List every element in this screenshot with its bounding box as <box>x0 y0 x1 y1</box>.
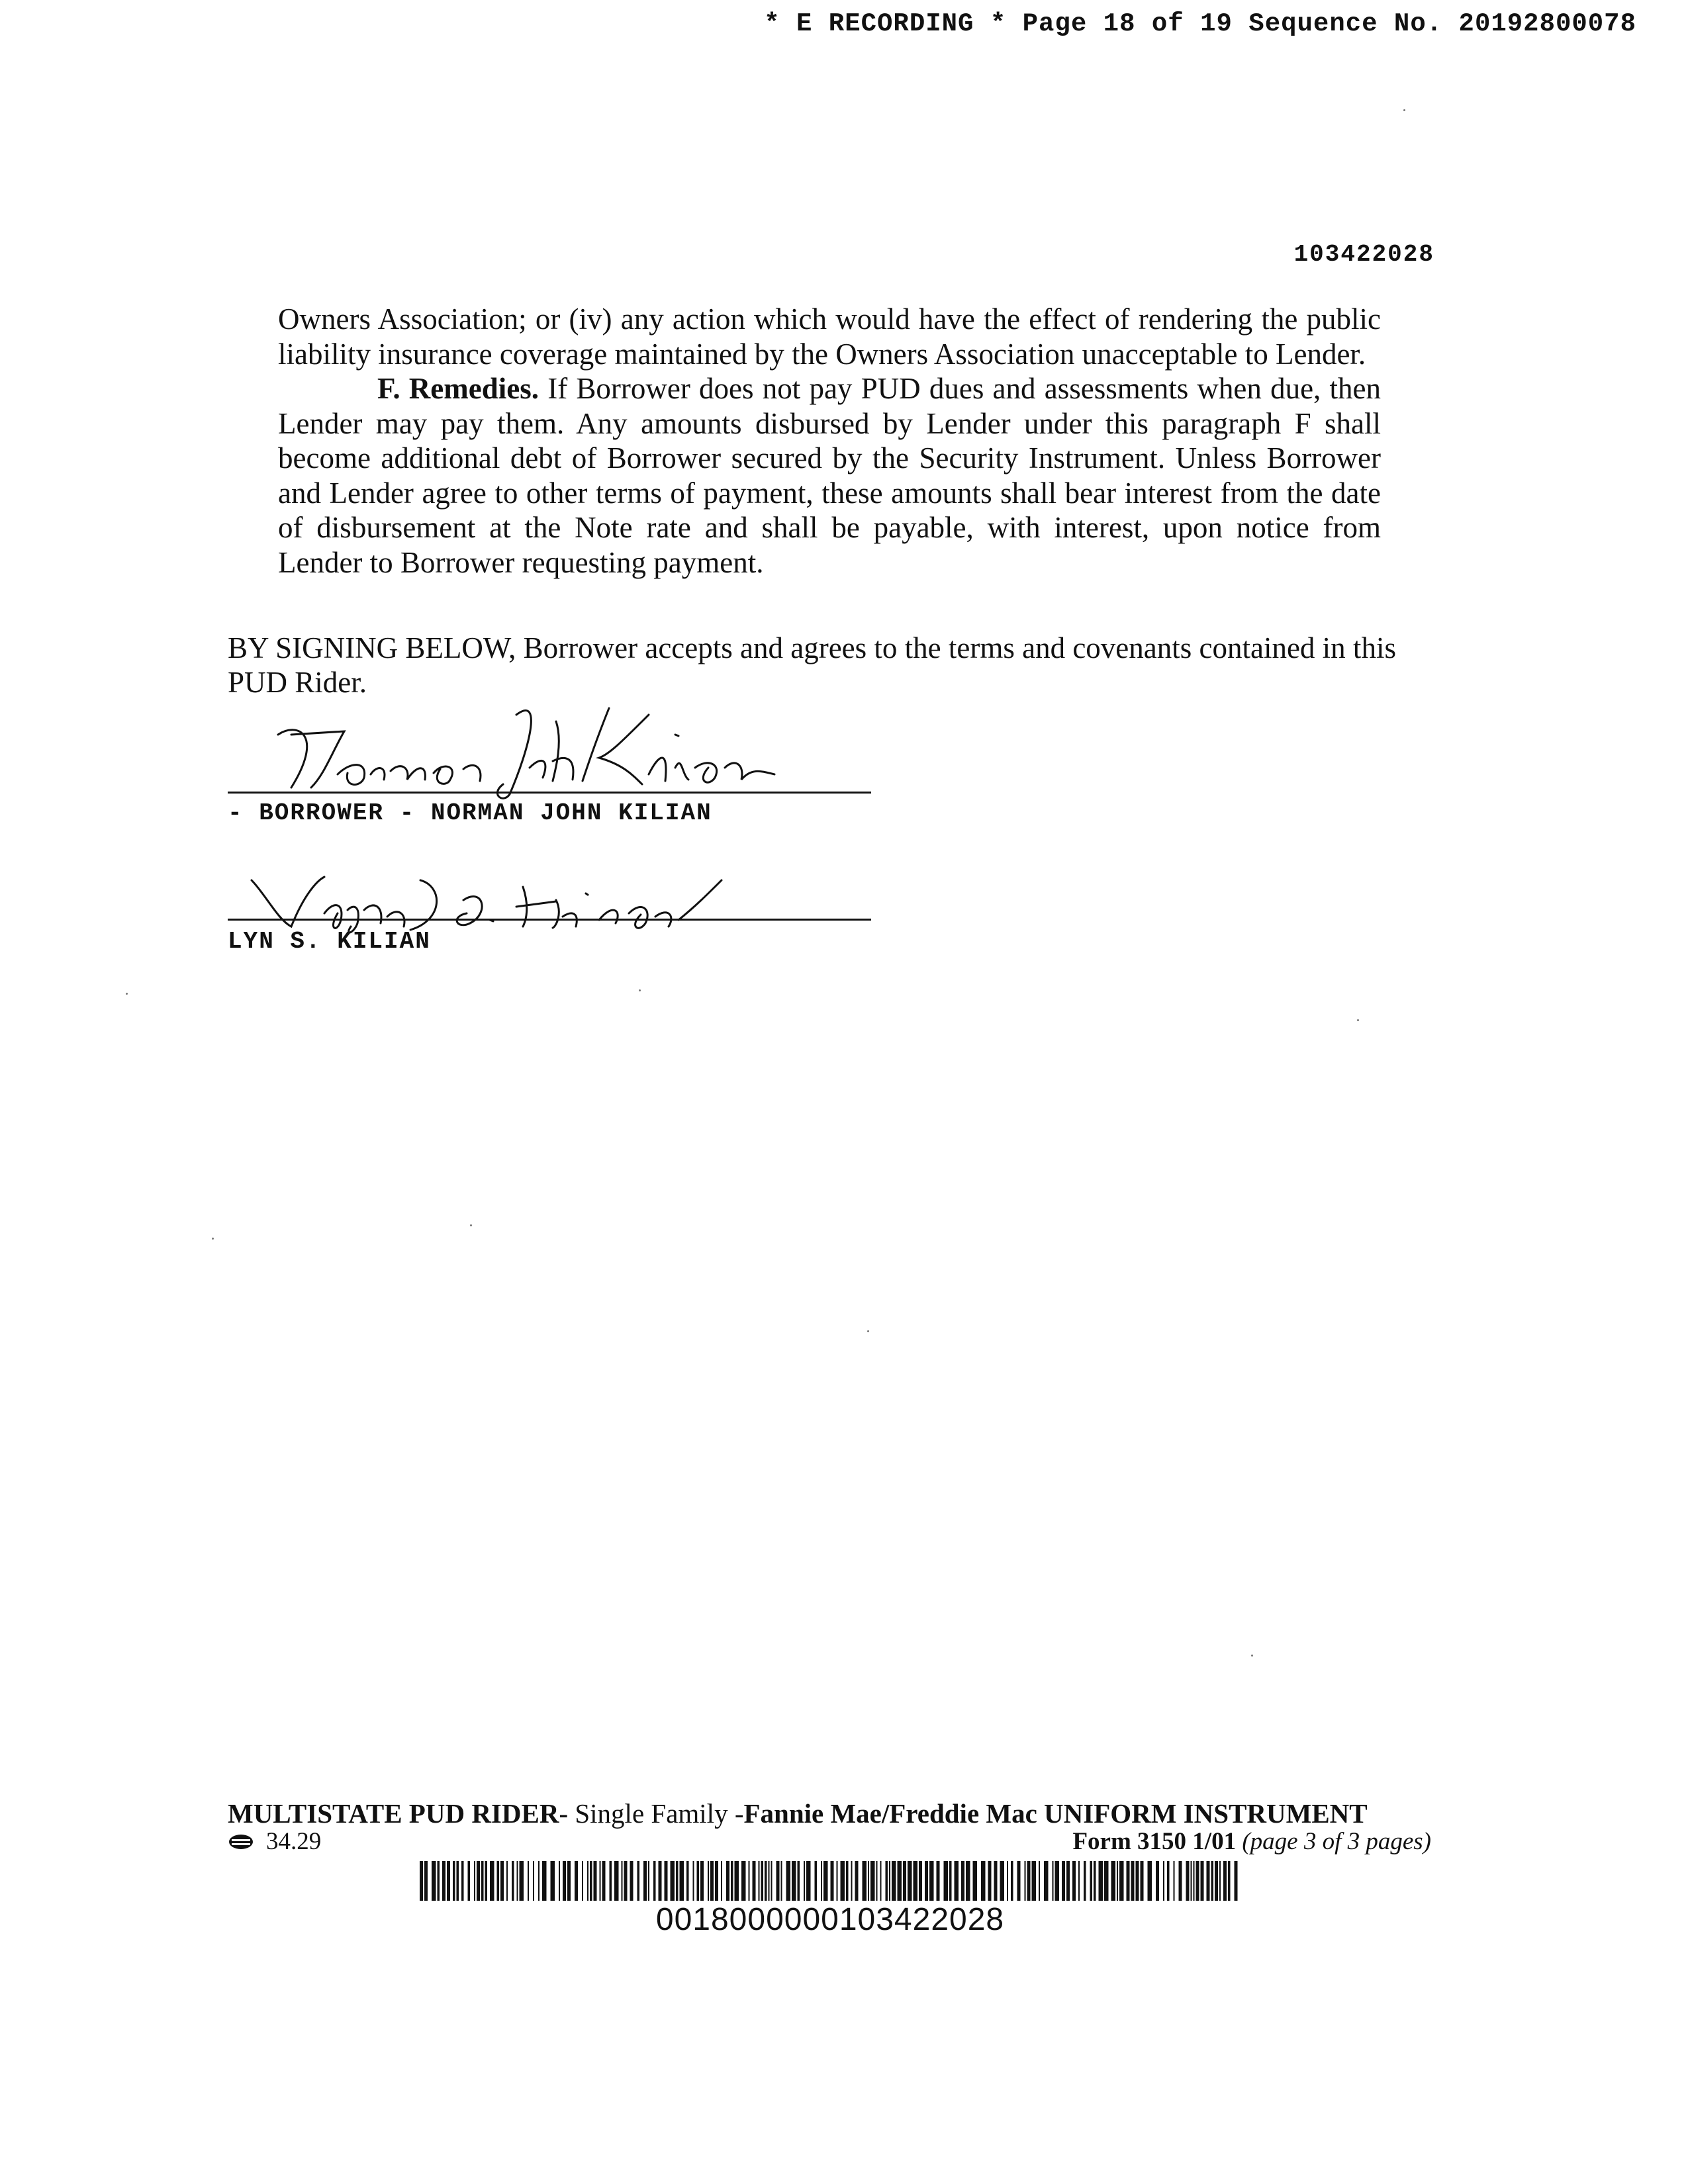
barcode-bar <box>512 1861 514 1901</box>
barcode-bar <box>1011 1861 1013 1901</box>
barcode-bar <box>1211 1861 1214 1901</box>
barcode-bar <box>837 1861 838 1901</box>
barcode-bar <box>533 1861 534 1901</box>
barcode-bar <box>903 1861 906 1901</box>
barcode-bar <box>846 1861 849 1901</box>
barcode-bar <box>868 1861 869 1901</box>
remedies-text: If Borrower does not pay PUD dues and assessments when due, then Lender may pay them. Any amounts disbursed by Lender under this paragraph F shall become additional debt of Borrower secured by the Security Instrument. Unless Borrower and Lender agree to other terms of payment, these amounts shall bear interest from the date of disbursement at the Note rate and shall be payable, with interest, upon notice from Lender to Borrower requesting payment. <box>278 372 1381 579</box>
signature-lyn-s-kilian <box>245 854 774 940</box>
barcode-bar <box>481 1861 484 1901</box>
barcode-bar <box>735 1861 739 1901</box>
barcode-bar <box>424 1861 428 1901</box>
barcode-bar <box>831 1861 834 1901</box>
barcode-bar <box>1163 1861 1164 1901</box>
form-code-block <box>228 1827 321 1856</box>
barcode-bar <box>1062 1861 1065 1901</box>
barcode-bar <box>1078 1861 1080 1901</box>
remedies-heading: F. Remedies. <box>377 372 539 405</box>
barcode-bar <box>582 1861 583 1901</box>
barcode-bar <box>925 1861 928 1901</box>
signer2-caption: LYN S. KILIAN <box>228 928 431 955</box>
barcode-bar <box>567 1861 571 1901</box>
barcode-bar <box>1179 1861 1182 1901</box>
barcode-bar <box>1053 1861 1054 1901</box>
barcode-bar <box>520 1861 524 1901</box>
form-code: 34.29 <box>266 1828 322 1855</box>
barcode-bar <box>500 1861 504 1901</box>
barcode-bar <box>1119 1861 1124 1901</box>
barcode-bar <box>1174 1861 1175 1901</box>
form-title-regular: Single Family - <box>568 1798 744 1829</box>
barcode-bar <box>798 1861 800 1901</box>
form-number-block <box>1072 1827 1431 1856</box>
barcode-bar <box>898 1861 902 1901</box>
barcode-bar <box>614 1861 619 1901</box>
barcode-bar <box>1039 1861 1040 1901</box>
form-title <box>228 1797 1368 1829</box>
barcode-bar <box>686 1861 689 1901</box>
barcode-bar <box>420 1861 423 1901</box>
barcode-bar <box>600 1861 601 1901</box>
barcode-bar <box>914 1861 918 1901</box>
barcode-bar <box>973 1861 978 1901</box>
barcode-bar <box>1191 1861 1192 1901</box>
barcode-bar <box>944 1861 949 1901</box>
barcode-bar <box>806 1861 811 1901</box>
barcode-bar <box>559 1861 560 1901</box>
barcode-bar <box>892 1861 896 1901</box>
barcode-bar <box>700 1861 704 1901</box>
barcode-bar <box>643 1861 647 1901</box>
barcode-bar <box>1055 1861 1060 1901</box>
scan-speck <box>126 993 128 995</box>
barcode-bar <box>590 1861 592 1901</box>
barcode-bar <box>457 1861 459 1901</box>
scan-speck <box>1251 1655 1253 1657</box>
barcode-bar <box>741 1861 746 1901</box>
form-title-bold: MULTISTATE PUD RIDER- <box>228 1798 569 1829</box>
barcode-bar <box>630 1861 633 1901</box>
barcode-bar <box>981 1861 986 1901</box>
signer1-caption: - BORROWER - NORMAN JOHN KILIAN <box>228 799 712 827</box>
barcode-bar <box>1104 1861 1109 1901</box>
barcode-bar <box>1000 1861 1005 1901</box>
barcode-bar <box>602 1861 606 1901</box>
barcode-bar <box>708 1861 709 1901</box>
barcode-bar <box>575 1861 578 1901</box>
vmp-logo-icon <box>228 1833 254 1850</box>
barcode-bar <box>1219 1861 1221 1901</box>
barcode-bar <box>1017 1861 1021 1901</box>
scan-speck <box>1403 109 1405 111</box>
barcode-bar <box>648 1861 649 1901</box>
barcode-bar <box>1027 1861 1031 1901</box>
scan-speck <box>212 1238 214 1240</box>
barcode-bar <box>594 1861 597 1901</box>
barcode-bar <box>542 1861 547 1901</box>
barcode-bar <box>889 1861 890 1901</box>
barcode-bar <box>693 1861 694 1901</box>
barcode-bar <box>710 1861 714 1901</box>
barcode-bar <box>622 1861 623 1901</box>
barcode-bar <box>815 1861 818 1901</box>
barcode-bar <box>908 1861 912 1901</box>
barcode-bar <box>771 1861 773 1901</box>
barcode-bar <box>753 1861 756 1901</box>
barcode-bar <box>994 1861 998 1901</box>
barcode-bar <box>823 1861 828 1901</box>
barcode-bar <box>870 1861 875 1901</box>
barcode-bar <box>1223 1861 1227 1901</box>
barcode-bar <box>1194 1861 1195 1901</box>
barcode-bar <box>477 1861 480 1901</box>
signature-line-1 <box>228 792 871 794</box>
barcode-bar <box>474 1861 475 1901</box>
barcode-bar <box>1025 1861 1026 1901</box>
barcode-bar <box>731 1861 733 1901</box>
barcode-bar <box>863 1861 867 1901</box>
barcode-bar <box>851 1861 853 1901</box>
barcode-bar <box>665 1861 668 1901</box>
barcode-bar <box>1136 1861 1139 1901</box>
signature-line-2 <box>228 919 871 921</box>
barcode-bar <box>538 1861 539 1901</box>
barcode-bar <box>490 1861 494 1901</box>
barcode-bar <box>1186 1861 1190 1901</box>
barcode-bar <box>485 1861 488 1901</box>
barcode-bar <box>786 1861 791 1901</box>
barcode-bar <box>1032 1861 1037 1901</box>
page-info: (page 3 of 3 pages) <box>1242 1828 1431 1855</box>
recording-header: * E RECORDING * Page 18 of 19 Sequence No. 20192800078 <box>764 9 1636 38</box>
barcode-bar <box>961 1861 964 1901</box>
barcode-bar <box>676 1861 679 1901</box>
barcode-bar <box>442 1861 445 1901</box>
barcode-bar <box>1167 1861 1170 1901</box>
barcode-bar <box>610 1861 612 1901</box>
barcode-bar <box>517 1861 518 1901</box>
barcode-bar <box>461 1861 464 1901</box>
barcode-bar <box>1196 1861 1199 1901</box>
barcode-bar <box>528 1861 529 1901</box>
loan-number: 103422028 <box>1293 241 1434 268</box>
barcode-bar <box>1201 1861 1204 1901</box>
paragraph-continuation: Owners Association; or (iv) any action which would have the effect of rendering the public liability insurance coverage maintained by the Owners Association unacceptable to Lender. <box>278 302 1381 371</box>
barcode-bar <box>988 1861 992 1901</box>
barcode-bar <box>551 1861 555 1901</box>
barcode-bar <box>726 1861 729 1901</box>
barcode-bar <box>841 1861 845 1901</box>
barcode-bar <box>1084 1861 1086 1901</box>
barcode-bar <box>855 1861 859 1901</box>
barcode-bar <box>671 1861 675 1901</box>
barcode-bar <box>715 1861 718 1901</box>
form-number: Form 3150 1/01 <box>1072 1828 1237 1855</box>
barcode-bar <box>949 1861 952 1901</box>
barcode-bar <box>1007 1861 1008 1901</box>
barcode-bar <box>1099 1861 1103 1901</box>
barcode-bar <box>929 1861 934 1901</box>
barcode-bar <box>1156 1861 1159 1901</box>
barcode-number: 0018000000103422028 <box>655 1902 1005 1937</box>
barcode-bar <box>624 1861 628 1901</box>
remedies-paragraph <box>278 371 1381 580</box>
signing-statement: BY SIGNING BELOW, Borrower accepts and agrees to the terms and covenants contained in this PUD Rider. <box>228 631 1396 699</box>
barcode-bar <box>563 1861 566 1901</box>
barcode-bar <box>1072 1861 1076 1901</box>
barcode-bar <box>769 1861 770 1901</box>
barcode-bar <box>1207 1861 1210 1901</box>
barcode-bar <box>653 1861 656 1901</box>
barcode-bar <box>761 1861 764 1901</box>
barcode-bar <box>937 1861 940 1901</box>
barcode-bar <box>776 1861 780 1901</box>
barcode-bar <box>1235 1861 1238 1901</box>
barcode-bar <box>1228 1861 1231 1901</box>
barcode-bar <box>721 1861 722 1901</box>
barcode-bar <box>749 1861 750 1901</box>
barcode-bar <box>919 1861 922 1901</box>
scan-speck <box>470 1224 472 1226</box>
barcode-bar <box>804 1861 805 1901</box>
scan-speck <box>867 1330 869 1332</box>
barcode-bar <box>781 1861 782 1901</box>
barcode-bar <box>966 1861 970 1901</box>
barcode-bar <box>1127 1861 1130 1901</box>
barcode-bar <box>1141 1861 1144 1901</box>
barcode-bar <box>821 1861 822 1901</box>
barcode-bar <box>880 1861 882 1901</box>
barcode-bar <box>876 1861 878 1901</box>
barcode-bar <box>697 1861 700 1901</box>
barcode-bar <box>1148 1861 1152 1901</box>
barcode-bar <box>886 1861 888 1901</box>
barcode-bar <box>1131 1861 1135 1901</box>
barcode-bar <box>680 1861 684 1901</box>
barcode <box>420 1861 1241 1901</box>
barcode-bar <box>1066 1861 1070 1901</box>
barcode-bar <box>506 1861 508 1901</box>
scan-speck <box>639 989 641 991</box>
scan-speck <box>1357 1019 1359 1021</box>
barcode-bar <box>1215 1861 1218 1901</box>
barcode-bar <box>765 1861 767 1901</box>
form-title-bold-2: Fannie Mae/Freddie Mac UNIFORM INSTRUMENT <box>743 1798 1368 1829</box>
barcode-bar <box>1094 1861 1096 1901</box>
barcode-bar <box>438 1861 440 1901</box>
barcode-bar <box>637 1861 640 1901</box>
barcode-bar <box>659 1861 662 1901</box>
barcode-bar <box>1090 1861 1093 1901</box>
barcode-bar <box>453 1861 455 1901</box>
barcode-bar <box>447 1861 450 1901</box>
barcode-bar <box>432 1861 436 1901</box>
barcode-bar <box>955 1861 959 1901</box>
barcode-bar <box>759 1861 760 1901</box>
barcode-bar <box>1117 1861 1118 1901</box>
barcode-bar <box>468 1861 471 1901</box>
rider-body <box>278 302 1381 580</box>
barcode-bar <box>587 1861 588 1901</box>
barcode-bar <box>497 1861 500 1901</box>
barcode-bar <box>792 1861 796 1901</box>
barcode-bar <box>1111 1861 1116 1901</box>
barcode-bar <box>1044 1861 1049 1901</box>
signature-norman-john-kilian <box>252 695 781 801</box>
